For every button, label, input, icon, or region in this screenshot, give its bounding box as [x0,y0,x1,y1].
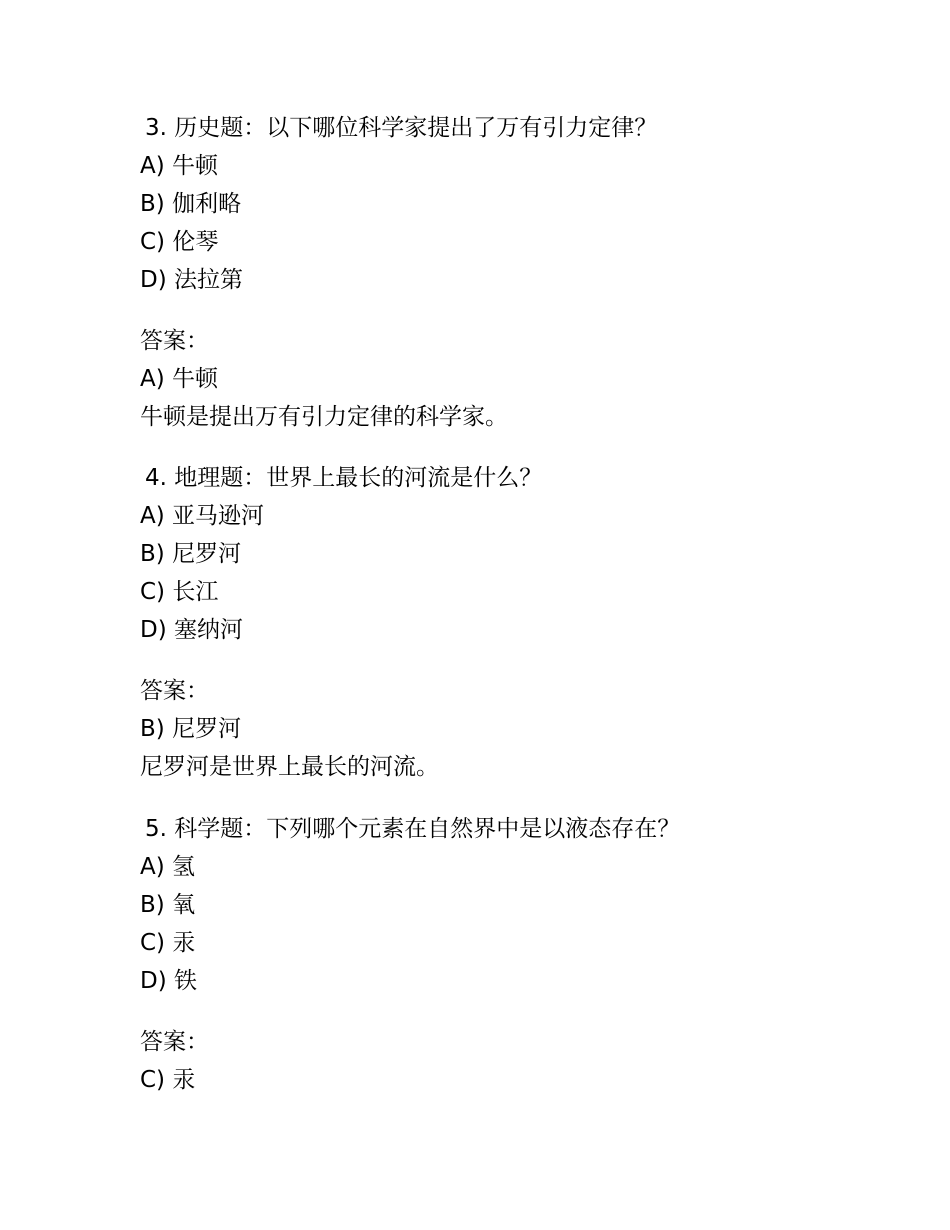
question-5-title: 5. 科学题：下列哪个元素在自然界中是以液态存在？ [145,816,681,842]
question-3-explanation: 牛顿是提出万有引力定律的科学家。 [140,404,508,430]
question-5-answer: C) 汞 [140,1067,196,1093]
question-4-option-a: A) 亚马逊河 [140,503,265,529]
question-5-option-a: A) 氢 [140,854,196,880]
question-5-option-c: C) 汞 [140,930,196,956]
question-3-option-b: B) 伽利略 [140,191,242,217]
question-4-title: 4. 地理题：世界上最长的河流是什么？ [145,465,543,491]
question-4-answer-label: 答案： [140,678,209,704]
question-4-option-d: D) 塞纳河 [140,617,243,643]
question-3-answer: A) 牛顿 [140,366,219,392]
question-4-option-b: B) 尼罗河 [140,541,242,567]
question-3-option-d: D) 法拉第 [140,267,243,293]
question-3-option-a: A) 牛顿 [140,153,219,179]
question-3-answer-label: 答案： [140,328,209,354]
question-4-answer: B) 尼罗河 [140,716,242,742]
question-4-explanation: 尼罗河是世界上最长的河流。 [140,754,439,780]
question-5-option-d: D) 铁 [140,968,197,994]
question-3-option-c: C) 伦琴 [140,229,219,255]
question-5-option-b: B) 氧 [140,892,196,918]
question-5-answer-label: 答案： [140,1029,209,1055]
question-3-title: 3. 历史题：以下哪位科学家提出了万有引力定律？ [145,115,658,141]
question-4-option-c: C) 长江 [140,579,219,605]
